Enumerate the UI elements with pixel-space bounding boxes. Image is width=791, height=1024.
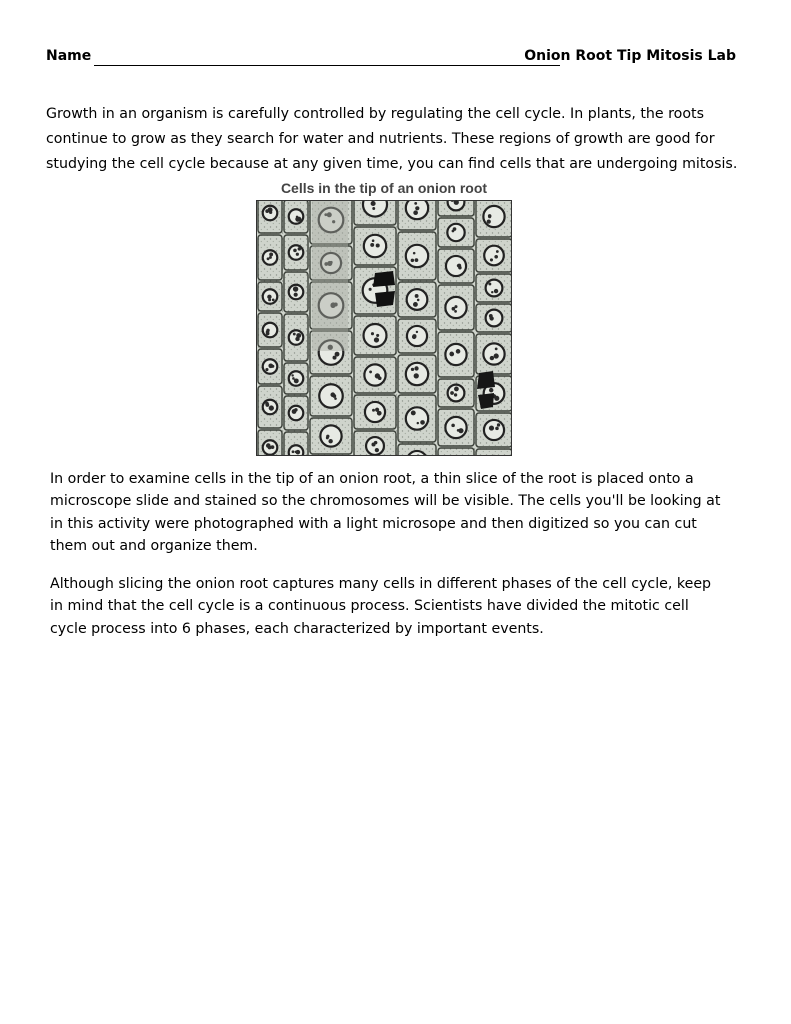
chromatin-speck [291, 374, 293, 376]
chromatin-speck [411, 368, 414, 371]
paragraph-line: studying the cell cycle because at any given time, you can find cells that are undergoing mitosis. [46, 156, 738, 172]
cell-nucleus [289, 445, 304, 456]
chromatin-speck [375, 373, 380, 378]
chromatin-speck [494, 289, 498, 293]
chromatin-speck [494, 353, 499, 358]
chromatin-speck [415, 294, 419, 298]
paragraph-line: Although slicing the onion root captures many cells in different phases of the cell cycle, keep [50, 576, 712, 592]
paragraph-line: continue to grow as they search for water and nutrients. These regions of growth are good for [46, 131, 715, 147]
chromatin-speck [296, 333, 301, 338]
chromatin-speck [413, 252, 416, 255]
cell-nucleus [445, 417, 466, 438]
chromatin-speck [371, 332, 374, 335]
chromatin-speck [296, 216, 298, 218]
cell-nucleus [486, 310, 503, 327]
chromatin-speck [490, 258, 493, 261]
chromatin-speck [450, 352, 453, 355]
chromatin-speck [489, 426, 494, 431]
paragraph-line: In order to examine cells in the tip of an onion root, a thin slice of the root is placed onto a [50, 471, 694, 487]
cell-nucleus [289, 245, 304, 260]
chromatin-speck [370, 243, 374, 247]
chromatin-speck [411, 410, 416, 415]
chromatin-speck [375, 408, 379, 412]
paragraph-line: Growth in an organism is carefully controlled by regulating the cell cycle. In plants, the roots [46, 106, 704, 122]
chromatin-speck [417, 299, 420, 302]
chromatin-speck [265, 402, 269, 406]
chromatin-speck [416, 455, 420, 456]
chromatin-speck [294, 378, 299, 383]
chromatin-speck [414, 202, 417, 205]
chromatin-speck [374, 441, 378, 445]
chromatin-speck [292, 377, 295, 380]
paragraph-line: microscope slide and stained so the chromosomes will be visible. The cells you'll be looking at [50, 493, 721, 510]
chromatin-speck [267, 295, 271, 299]
chromatin-speck [413, 302, 418, 307]
method-paragraph [50, 468, 720, 557]
lab-title: Onion Root Tip Mitosis Lab [524, 48, 736, 64]
chromatin-speck [326, 435, 329, 438]
chromatin-speck [269, 405, 274, 410]
chromatin-speck [376, 243, 380, 247]
chromatin-speck [371, 201, 376, 206]
chromatin-speck [293, 287, 298, 292]
chromatin-speck [489, 317, 491, 319]
chromatin-speck [269, 211, 272, 214]
cell-nucleus [483, 206, 504, 227]
chromatin-speck [369, 371, 372, 374]
cell-nucleus [320, 425, 341, 446]
chromatin-speck [334, 397, 337, 400]
chromatin-speck [414, 366, 418, 370]
chromatin-speck [269, 256, 272, 259]
cell-nucleus [364, 235, 386, 257]
cell-nucleus [364, 324, 387, 347]
chromatin-speck [415, 258, 419, 262]
chromatin-speck [496, 250, 499, 253]
cell-nucleus [484, 420, 504, 440]
cell-nucleus [365, 402, 385, 422]
chromatin-speck [293, 249, 297, 253]
chromatin-speck [415, 206, 419, 210]
chromatin-speck [292, 409, 294, 411]
chromatin-speck [487, 219, 491, 223]
worksheet-header [46, 48, 736, 70]
cell-nucleus [486, 280, 503, 297]
chromatin-speck [332, 394, 336, 398]
cell-nucleus [484, 246, 504, 266]
chromatin-speck [453, 227, 457, 231]
chromatin-speck [454, 387, 459, 392]
chromatin-speck [296, 253, 299, 256]
cell-nucleus [263, 323, 278, 338]
chromatin-speck [489, 388, 493, 392]
chromatin-speck [293, 333, 296, 336]
chromatin-speck [272, 299, 275, 302]
name-label: Name [46, 48, 92, 64]
chromatin-speck [488, 215, 491, 218]
chromatin-speck [298, 247, 301, 250]
micrograph-image [257, 201, 512, 456]
chromatin-speck [491, 291, 493, 293]
cell-nucleus [446, 256, 466, 276]
chromatin-speck [296, 450, 301, 455]
paragraph-line: in mind that the cell cycle is a continuous process. Scientists have divided the mitotic cell [50, 598, 689, 615]
chromatin-speck [372, 207, 375, 210]
chromatin-speck [413, 210, 418, 215]
chromatin-speck [450, 391, 454, 395]
chromatin-speck [369, 288, 372, 291]
chromatin-speck [414, 373, 419, 378]
chromatin-speck [294, 293, 298, 297]
chromatin-speck [269, 252, 273, 256]
paragraph-line: them out and organize them. [50, 537, 258, 554]
figure-title: Cells in the tip of an onion root [280, 180, 488, 196]
chromatin-speck [494, 396, 499, 401]
phases-paragraph [50, 573, 711, 640]
cell-nucleus [407, 326, 427, 346]
chromatin-speck [490, 356, 494, 360]
chromatin-speck [265, 368, 268, 371]
chromatin-speck [374, 337, 379, 342]
chromatin-speck [412, 335, 416, 339]
cell-nucleus [406, 407, 428, 429]
onion-root-micrograph [256, 200, 512, 456]
chromatin-speck [372, 239, 375, 242]
cell-nucleus [483, 343, 504, 364]
chromatin-speck [454, 310, 457, 313]
intro-paragraph [46, 102, 737, 177]
cell-nucleus [445, 344, 466, 365]
name-blank-line [94, 65, 560, 66]
chromatin-speck [411, 259, 414, 262]
chromatin-speck [416, 331, 418, 333]
chromatin-speck [456, 349, 461, 354]
chromatin-speck [451, 424, 455, 428]
chromatin-speck [488, 282, 491, 285]
chromatin-speck [454, 393, 457, 396]
chromatin-speck [376, 334, 379, 337]
chromatin-speck [266, 443, 271, 448]
cell-nucleus [289, 406, 304, 421]
chromatin-speck [494, 255, 498, 259]
chromatin-speck [375, 448, 379, 452]
cell-nucleus [447, 224, 464, 241]
chromatin-speck [495, 347, 498, 350]
chromatin-speck [495, 427, 499, 431]
chromatin-speck [328, 439, 332, 443]
cell-nucleus [366, 437, 384, 455]
chromatin-speck [420, 420, 425, 425]
chromatin-speck [457, 264, 460, 267]
chromatin-speck [372, 409, 375, 412]
chromatin-speck [271, 445, 275, 449]
chromatin-speck [454, 305, 457, 308]
chromatin-speck [417, 422, 419, 424]
paragraph-line: in this activity were photographed with a light microsope and then digitized so you can cut [50, 515, 697, 532]
chromatin-speck [497, 423, 500, 426]
chromatin-speck [458, 428, 463, 433]
chromatin-speck [292, 450, 295, 453]
cell-nucleus [406, 245, 428, 267]
paragraph-line: cycle process into 6 phases, each characterized by important events. [50, 620, 544, 637]
chromatin-speck [268, 363, 273, 368]
chromatin-speck [266, 330, 269, 333]
chromatin-speck [335, 352, 340, 357]
